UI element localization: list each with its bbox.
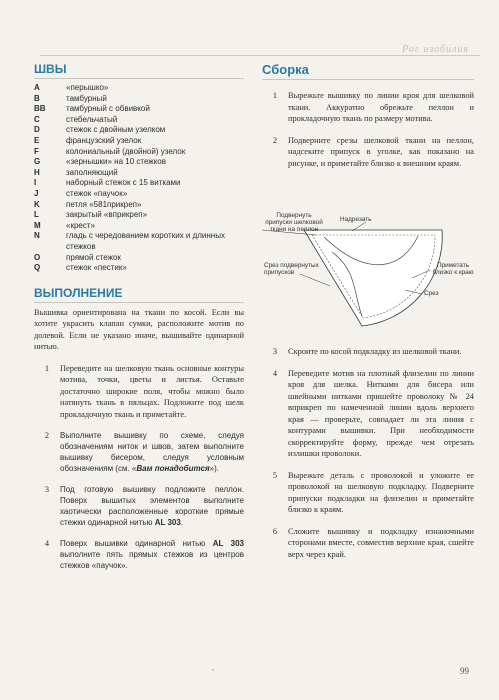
step-number: 2 (44, 431, 50, 441)
right-column-lower (262, 346, 474, 560)
stitch-code: A (34, 83, 40, 92)
stitch-code: BB (34, 104, 46, 114)
stitch-item (34, 104, 244, 115)
stitch-name: заполняющий (66, 167, 118, 177)
stitch-code: J (34, 188, 39, 198)
stitch-code: E (34, 135, 40, 145)
assembly-step (262, 470, 474, 516)
running-head: Рог изобилия (402, 44, 469, 55)
stitch-item (34, 136, 244, 147)
assembly-step (262, 526, 474, 561)
stitch-name: стежок «пестик» (66, 263, 127, 273)
execution-intro: Вышивка ориентирована на ткани по косой. Если вы хотите украсить клапан сумки, расположите мотив по долевой. Если не указано иначе, вышивайте одинарной нитью. (34, 307, 244, 352)
stitches-title: ШВЫ (34, 62, 244, 79)
step-text-part: Под готовую вышивку подложите пеллон. Поверх вышитых элементов выполните хаотически расположенные короткие прямые стежки одинарной нитью (60, 485, 244, 528)
step-number: 1 (44, 363, 50, 373)
step-text (60, 484, 244, 528)
stitch-code: H (34, 167, 40, 177)
execution-step (34, 430, 244, 474)
step-number: 4 (272, 368, 278, 378)
header-rule (40, 55, 480, 56)
stitch-name: «крест» (66, 220, 95, 230)
stitch-code: C (34, 114, 40, 124)
execution-step (34, 484, 244, 528)
stitch-item (34, 189, 244, 200)
stitch-item (34, 253, 244, 264)
step-number: 5 (272, 470, 278, 480)
stitch-code: N (34, 231, 40, 241)
assembly-step (262, 90, 474, 125)
step-number: 3 (44, 485, 50, 495)
stitch-code: F (34, 146, 39, 156)
stitch-name: прямой стежок (66, 252, 121, 262)
stitch-item (34, 125, 244, 136)
step-text: Вырежьте деталь с проволокой и уложите ее проволокой на шелковую подкладку. Подверните припуски подкладки на флизелин и приметайте близко к краям. (288, 470, 474, 514)
stitch-name: закрытый «вприкреп» (66, 210, 148, 220)
assembly-step (262, 368, 474, 460)
label-baste: Приметать близко к краю (432, 262, 474, 276)
stitch-name: «зернышки» на 10 стежков (66, 157, 166, 167)
stitch-code: Q (34, 263, 41, 273)
step-number: 2 (272, 135, 278, 145)
stitch-name: французский узелок (66, 135, 142, 145)
label-cut: Срез (424, 290, 439, 297)
step-number: 3 (272, 347, 278, 356)
stitch-code: K (34, 199, 40, 209)
step-text-part: выполните пять прямых стежков из центров стежков «паучок». (60, 550, 244, 571)
footer-mark: • (212, 668, 215, 674)
step-text-part: . (180, 518, 184, 528)
stitch-item (34, 147, 244, 158)
label-fold-allowance: Подвернуть припуски шелковой ткани на пеллон (265, 212, 323, 233)
assembly-diagram (262, 208, 474, 338)
stitch-item (34, 83, 244, 94)
stitch-name: петля «581прикреп» (66, 199, 142, 209)
outer-cut-edge (304, 230, 442, 326)
stitch-name: «перышко» (66, 83, 109, 92)
execution-step (34, 363, 244, 421)
step-text-part: Поверх вышивки одинарной нитью (60, 539, 213, 549)
step-text: Вырежьте вышивку по линии кроя для шелковой ткани. Аккуратно обрежьте пеллон и прокладочную ткань по размеру мотива. (288, 91, 474, 123)
step-text: Подверните срезы шелковой ткани на пеллон, надсеките припуск в уголке, как показано на рисунке, и приметайте близко к внешним краям. (288, 135, 474, 168)
stitch-code: L (34, 210, 39, 220)
step-text-part: »). (209, 464, 219, 474)
stitch-legend (34, 83, 244, 274)
step-text-part: Выполните вышивку по схеме, следуя обозначениям ниток и швов, затем выполните вышивку бисером, следуя условным обозначениям (см. « (60, 431, 244, 474)
label-cut-fold: Срез подвернутых припусков (264, 262, 319, 276)
thread-code: AL 303 (212, 539, 244, 549)
stitch-item (34, 115, 244, 126)
assembly-step (262, 346, 474, 358)
stitch-item (34, 210, 244, 221)
right-column (262, 62, 474, 169)
stitch-item (34, 221, 244, 232)
stitch-name: тамбурный с обвивкой (66, 104, 150, 114)
label-notch: Надрезать (340, 216, 372, 223)
stitch-item (34, 200, 244, 211)
assembly-title: Сборка (262, 62, 474, 80)
assembly-step (262, 135, 474, 170)
stitch-code: I (34, 178, 37, 188)
step-text: Переведите на шелковую ткань основные контуры мотива, точки, цветы и листья. Оставьте достаточно широкие поля, чтобы можно было натянуть ткань в пяльцах. Подложите под шелк прокладочную ткань и приметайте. (60, 363, 244, 419)
stitch-name: наборный стежок с 15 витками (66, 178, 181, 188)
stitch-name: стебельчатый (66, 114, 118, 124)
step-text (60, 538, 244, 571)
left-column (34, 62, 244, 571)
stitch-item (34, 178, 244, 189)
stitch-name: стежок с двойным узелком (66, 125, 166, 135)
stitch-code: G (34, 157, 41, 167)
page-number: 99 (460, 666, 469, 676)
step-text-emphasis: Вам понадобится (136, 464, 210, 474)
stitch-name: стежок «паучок» (66, 188, 128, 198)
step-text: Сложите вышивку и подкладку изнаночными сторонами вместе, совместив верхние края, сшейте верх через край. (288, 526, 474, 559)
stitch-item (34, 231, 244, 252)
step-number: 6 (272, 526, 278, 536)
step-number: 1 (272, 91, 278, 100)
stitch-name: тамбурный (66, 93, 107, 103)
stitch-item (34, 94, 244, 105)
stitch-code: O (34, 252, 41, 262)
step-number: 4 (44, 539, 50, 549)
execution-title: ВЫПОЛНЕНИЕ (34, 286, 244, 303)
stitch-item (34, 168, 244, 179)
stitch-name: колониальный (двойной) узелок (66, 146, 186, 156)
step-text: Скроите по косой подкладку из шелковой ткани. (288, 347, 462, 356)
stitch-item (34, 157, 244, 168)
stitch-name: гладь с чередованием коротких и длинных стежков (66, 231, 225, 251)
execution-step (34, 538, 244, 571)
thread-code: AL 303 (154, 518, 181, 528)
stitch-code: B (34, 93, 40, 103)
stitch-item (34, 263, 244, 274)
step-text: Переведите мотив на плотный флизелин по линии кроя для шелка. Нитками для бисера или швейными нитками пришейте проволоку № 24 вприкреп по намеченной линии вдоль верхнего края — проверьте, совпадает ли эта линия с контурами вышивки. При необходимости скорректируйте форму, прежде чем отрезать излишки проволоки. (288, 368, 474, 458)
stitch-code: D (34, 125, 40, 135)
stitch-code: M (34, 220, 41, 230)
step-text (60, 430, 244, 474)
